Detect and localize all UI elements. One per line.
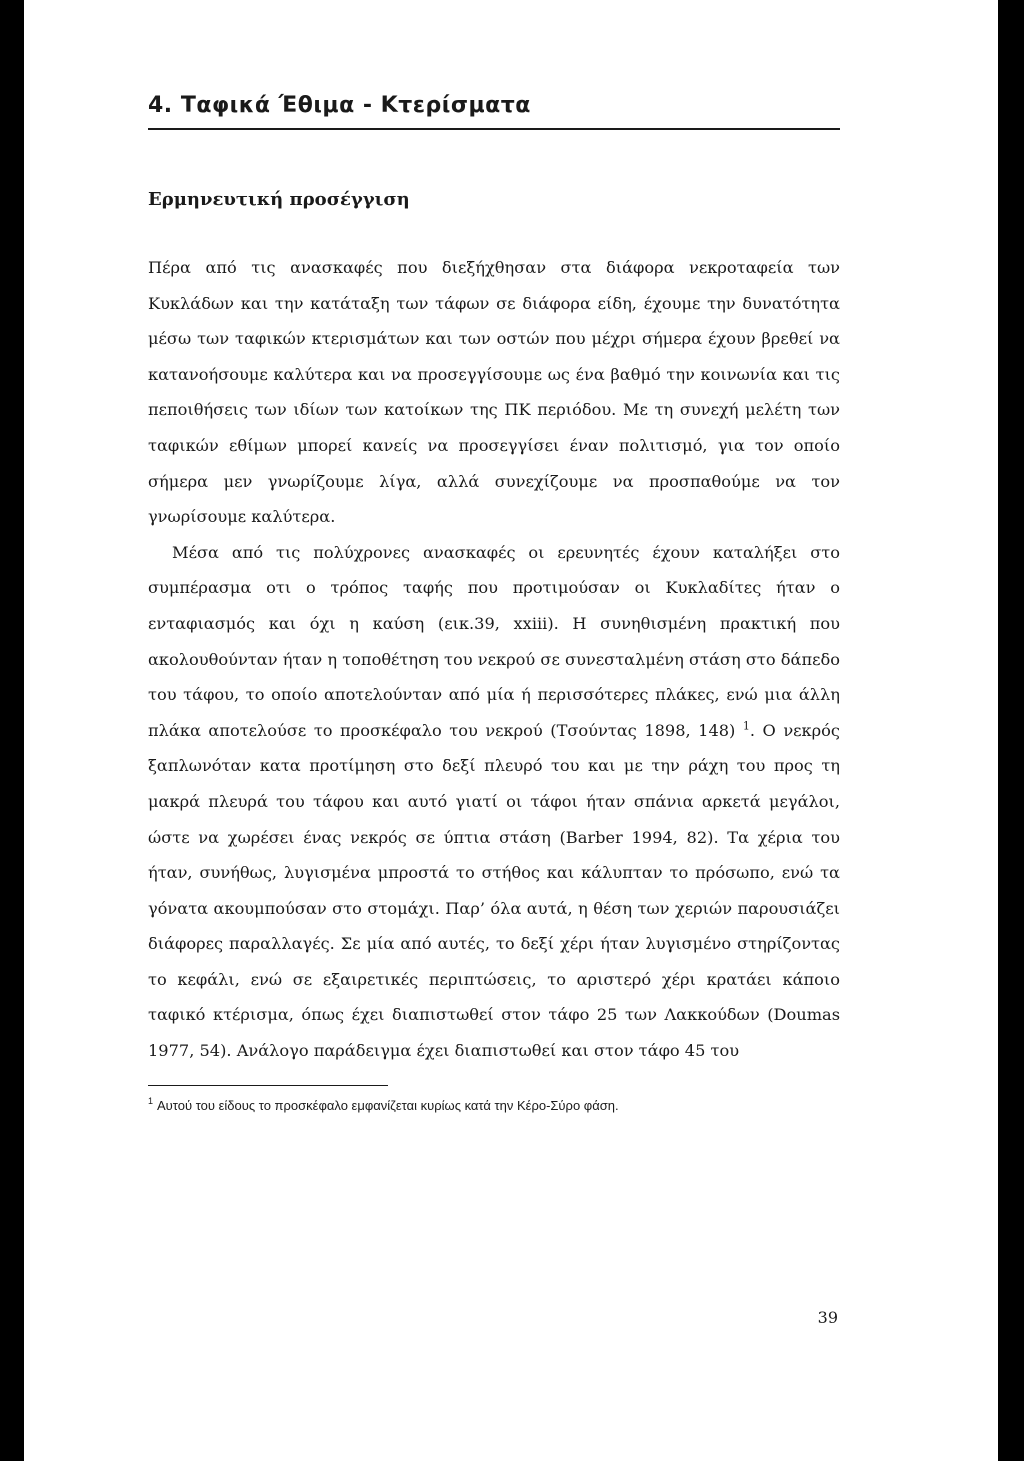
paragraph-2-part-1: Μέσα από τις πολύχρονες ανασκαφές οι ερευνητές έχουν καταλήξει στο συμπέρασμα οτι ο τρόπος ταφής που προτιμούσαν οι Κυκλαδίτες ήταν ο ενταφιασμός και όχι η καύση (εικ.39, xxiii). Η συνηθισμένη πρακτική που ακολουθούνταν ήταν η τοποθέτηση του νεκρού σε συνεσταλμένη στάση στο δάπεδο του τάφου, το οποίο αποτελούνταν από μία ή περισσότερες πλάκες, ενώ μια άλλη πλάκα αποτελούσε το προσκέφαλο του νεκρού (Τσούντας 1898, 148): [148, 542, 840, 740]
page-content: [148, 88, 840, 1116]
scan-left-border: [0, 0, 24, 1461]
body-text: [148, 250, 840, 1069]
scan-right-border: [998, 0, 1024, 1461]
footnote-text: Αυτού του είδους το προσκέφαλο εμφανίζεται κυρίως κατά την Κέρο-Σύρο φάση.: [157, 1097, 619, 1113]
footnote-number: 1: [148, 1096, 154, 1107]
title-rule: [148, 128, 840, 130]
footnote: [148, 1096, 840, 1116]
paragraph-1: Πέρα από τις ανασκαφές που διεξήχθησαν στα διάφορα νεκροταφεία των Κυκλάδων και την κατάταξη των τάφων σε διάφορα είδη, έχουμε την δυνατότητα μέσω των ταφικών κτερισμάτων και των οστών που μέχρι σήμερα έχουν βρεθεί να κατανοήσουμε καλύτερα και να προσεγγίσουμε ως ένα βαθμό την κοινωνία και τις πεποιθήσεις των ιδίων των κατοίκων της ΠΚ περιόδου. Με τη συνεχή μελέτη των ταφικών εθίμων μπορεί κανείς να προσεγγίσει έναν πολιτισμό, για τον οποίο σήμερα μεν γνωρίζουμε λίγα, αλλά συνεχίζουμε να προσπαθούμε να τον γνωρίσουμε καλύτερα.: [148, 258, 840, 527]
paragraph-2-part-2: . Ο νεκρός ξαπλωνόταν κατα προτίμηση στο δεξί πλευρό του και με την ράχη του προς τη μακρά πλευρά του τάφου και αυτό γιατί οι τάφοι ήταν σπάνια αρκετά μεγάλοι, ώστε να χωρέσει ένας νεκρός σε ύπτια στάση (Barber 1994, 82). Τα χέρια του ήταν, συνήθως, λυγισμένα μπροστά το στήθος και κάλυπταν το πρόσωπο, ενώ τα γόνατα ακουμπούσαν στο στομάχι. Παρ’ όλα αυτά, η θέση των χεριών παρουσιάζει διάφορες παραλλαγές. Σε μία από αυτές, το δεξί χέρι ήταν λυγισμένο στηρίζοντας το κεφάλι, ενώ σε εξαιρετικές περιπτώσεις, το αριστερό χέρι κρατάει κάποιο ταφικό κτέρισμα, όπως έχει διαπιστωθεί στον τάφο 25 των Λακκούδων (Doumas 1977, 54). Ανάλογο παράδειγμα έχει διαπιστωθεί και στον τάφο 45 του: [148, 720, 840, 1061]
chapter-title: 4. Ταφικά Έθιμα - Κτερίσματα: [148, 93, 531, 118]
section-title: Ερμηνευτική προσέγγιση: [148, 189, 410, 210]
footnote-separator: [148, 1085, 388, 1086]
footnote-reference[interactable]: 1: [742, 719, 750, 733]
page-number: 39: [817, 1308, 838, 1327]
paragraph-2: [148, 535, 840, 1069]
